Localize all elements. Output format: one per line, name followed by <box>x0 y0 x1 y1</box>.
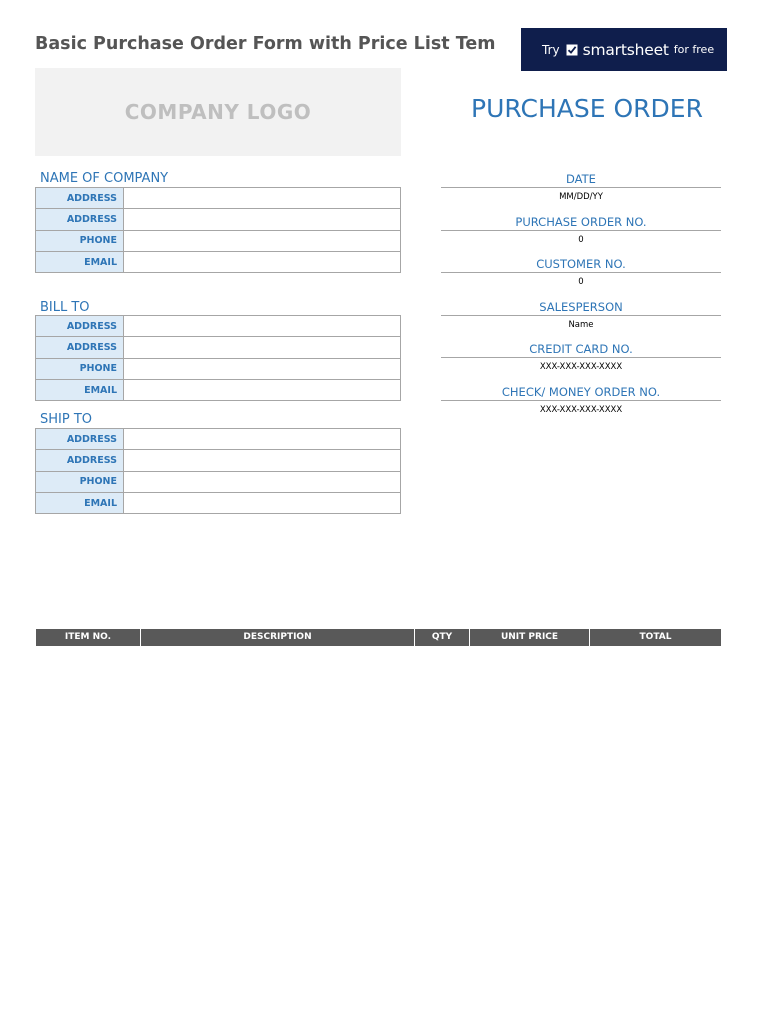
customer-number-block <box>441 256 721 291</box>
items-table-header <box>36 629 721 646</box>
company-logo-placeholder[interactable] <box>35 68 401 156</box>
table-row <box>36 358 401 379</box>
check-money-order-label: CHECK/ MONEY ORDER NO. <box>441 384 721 401</box>
table-row <box>36 230 401 251</box>
salesperson-block <box>441 299 721 334</box>
field-label: ADDRESS <box>36 316 124 337</box>
ship-to-phone-field[interactable] <box>124 471 401 492</box>
field-label: EMAIL <box>36 379 124 400</box>
po-number-block <box>441 214 721 249</box>
field-label: EMAIL <box>36 251 124 272</box>
credit-card-block <box>441 341 721 376</box>
table-row <box>36 209 401 230</box>
credit-card-value[interactable]: XXX-XXX-XXX-XXXX <box>539 362 623 372</box>
check-money-order-block <box>441 384 721 419</box>
company-address-1-field[interactable] <box>124 188 401 209</box>
column-header-total: TOTAL <box>639 632 672 642</box>
table-row <box>36 471 401 492</box>
field-label: ADDRESS <box>36 450 124 471</box>
company-phone-field[interactable] <box>124 230 401 251</box>
company-email-field[interactable] <box>124 251 401 272</box>
ship-to-address-2-field[interactable] <box>124 450 401 471</box>
table-row <box>36 379 401 400</box>
column-header-description: DESCRIPTION <box>141 629 415 646</box>
field-label: ADDRESS <box>36 337 124 358</box>
customer-number-value[interactable]: 0 <box>578 277 584 287</box>
ship-to-email-field[interactable] <box>124 492 401 513</box>
company-section-title: NAME OF COMPANY <box>40 171 169 186</box>
field-label: ADDRESS <box>36 429 124 450</box>
table-row <box>36 316 401 337</box>
date-value[interactable]: MM/DD/YY <box>559 192 603 202</box>
column-header-item-no: ITEM NO. <box>36 629 141 646</box>
checkbox-logo-icon <box>566 44 578 56</box>
field-label: PHONE <box>36 358 124 379</box>
table-row <box>36 337 401 358</box>
salesperson-label: SALESPERSON <box>441 299 721 316</box>
table-row <box>36 251 401 272</box>
promo-suffix-text: for free <box>673 43 715 56</box>
customer-number-label: CUSTOMER NO. <box>441 256 721 273</box>
company-address-2-field[interactable] <box>124 209 401 230</box>
date-label: DATE <box>441 171 721 188</box>
table-row <box>36 429 401 450</box>
table-row <box>36 450 401 471</box>
field-label: PHONE <box>36 471 124 492</box>
po-number-label: PURCHASE ORDER NO. <box>441 214 721 231</box>
document-title: Basic Purchase Order Form with Price List Tem <box>35 34 496 54</box>
ship-to-address-1-field[interactable] <box>124 429 401 450</box>
promo-try-text: Try <box>542 42 560 57</box>
bill-to-address-1-field[interactable] <box>124 316 401 337</box>
field-label: ADDRESS <box>36 188 124 209</box>
po-number-value[interactable]: 0 <box>578 235 584 245</box>
field-label: PHONE <box>36 230 124 251</box>
logo-placeholder-text: COMPANY LOGO <box>124 100 312 124</box>
bill-to-email-field[interactable] <box>124 379 401 400</box>
field-label: ADDRESS <box>36 209 124 230</box>
column-header-qty: QTY <box>415 629 470 646</box>
bill-to-fields-table <box>35 315 401 401</box>
purchase-order-heading: PURCHASE ORDER <box>471 94 703 123</box>
company-fields-table <box>35 187 401 273</box>
table-row <box>36 492 401 513</box>
check-money-order-value[interactable]: XXX-XXX-XXX-XXXX <box>539 405 623 415</box>
ship-to-fields-table <box>35 428 401 514</box>
table-row <box>36 188 401 209</box>
field-label: EMAIL <box>36 492 124 513</box>
smartsheet-promo-button[interactable] <box>521 28 727 71</box>
promo-brand-text: smartsheet <box>582 40 669 59</box>
bill-to-phone-field[interactable] <box>124 358 401 379</box>
bill-to-section-title: BILL TO <box>40 300 90 315</box>
date-block <box>441 171 721 206</box>
column-header-unit-price: UNIT PRICE <box>470 629 590 646</box>
bill-to-address-2-field[interactable] <box>124 337 401 358</box>
ship-to-section-title: SHIP TO <box>40 412 93 427</box>
credit-card-label: CREDIT CARD NO. <box>441 341 721 358</box>
salesperson-value[interactable]: Name <box>568 320 594 330</box>
